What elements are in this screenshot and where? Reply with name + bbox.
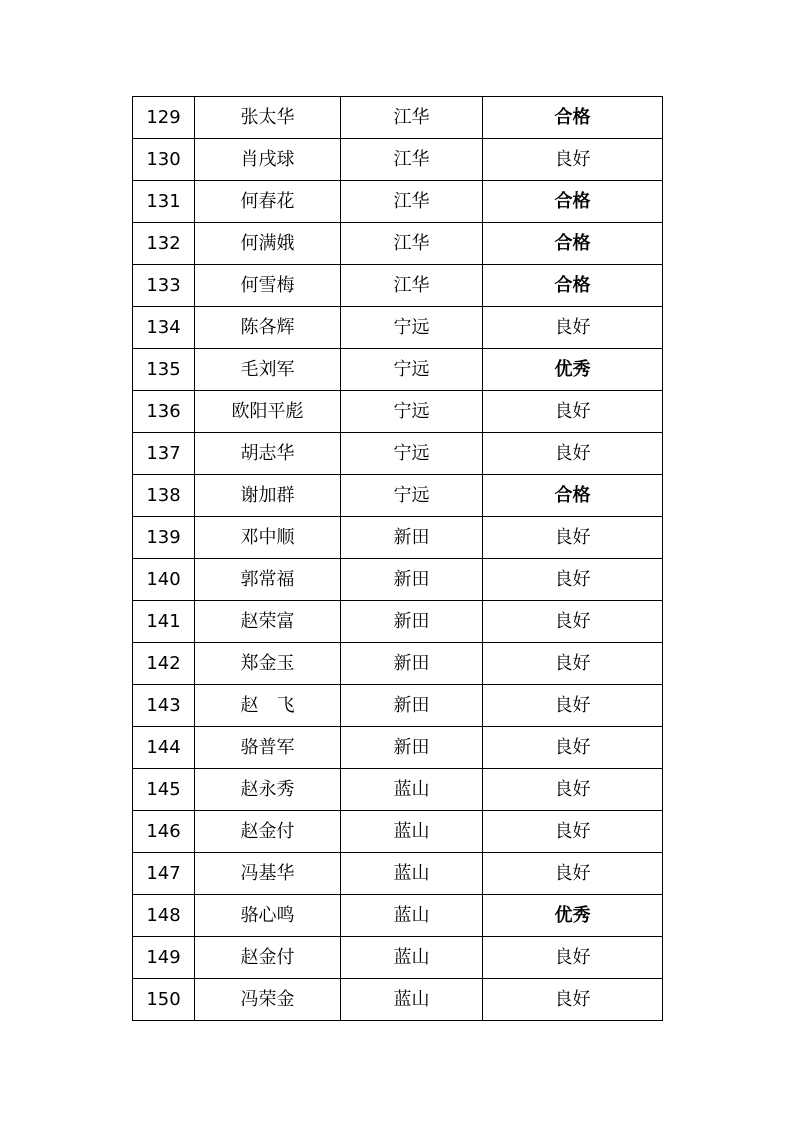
table-row bbox=[133, 139, 663, 181]
table-row bbox=[133, 643, 663, 685]
table-row bbox=[133, 895, 663, 937]
region-cell: 新田 bbox=[341, 685, 483, 727]
table-row bbox=[133, 223, 663, 265]
region-cell: 宁远 bbox=[341, 349, 483, 391]
person-name-cell: 郭常福 bbox=[195, 559, 341, 601]
row-number-cell: 144 bbox=[133, 727, 195, 769]
roster-table bbox=[132, 96, 663, 1021]
region-cell: 宁远 bbox=[341, 475, 483, 517]
row-number-cell: 141 bbox=[133, 601, 195, 643]
person-name-cell: 张太华 bbox=[195, 97, 341, 139]
region-cell: 宁远 bbox=[341, 433, 483, 475]
table-row bbox=[133, 979, 663, 1021]
grade-cell: 优秀 bbox=[483, 895, 663, 937]
region-cell: 蓝山 bbox=[341, 853, 483, 895]
grade-cell: 良好 bbox=[483, 433, 663, 475]
person-name-cell: 骆普军 bbox=[195, 727, 341, 769]
region-cell: 江华 bbox=[341, 139, 483, 181]
person-name-cell: 赵金付 bbox=[195, 811, 341, 853]
person-name-cell: 赵金付 bbox=[195, 937, 341, 979]
table-row bbox=[133, 685, 663, 727]
person-name-cell: 肖戌球 bbox=[195, 139, 341, 181]
grade-cell: 合格 bbox=[483, 181, 663, 223]
row-number-cell: 145 bbox=[133, 769, 195, 811]
table-row bbox=[133, 97, 663, 139]
row-number-cell: 146 bbox=[133, 811, 195, 853]
row-number-cell: 138 bbox=[133, 475, 195, 517]
row-number-cell: 143 bbox=[133, 685, 195, 727]
table-row bbox=[133, 433, 663, 475]
region-cell: 蓝山 bbox=[341, 811, 483, 853]
region-cell: 江华 bbox=[341, 181, 483, 223]
table-row bbox=[133, 727, 663, 769]
region-cell: 新田 bbox=[341, 559, 483, 601]
grade-cell: 良好 bbox=[483, 685, 663, 727]
person-name-cell: 欧阳平彪 bbox=[195, 391, 341, 433]
table-row bbox=[133, 349, 663, 391]
person-name-cell: 骆心鸣 bbox=[195, 895, 341, 937]
row-number-cell: 135 bbox=[133, 349, 195, 391]
grade-cell: 良好 bbox=[483, 811, 663, 853]
person-name-cell: 胡志华 bbox=[195, 433, 341, 475]
row-number-cell: 132 bbox=[133, 223, 195, 265]
region-cell: 新田 bbox=[341, 643, 483, 685]
person-name-cell: 郑金玉 bbox=[195, 643, 341, 685]
person-name-cell: 冯基华 bbox=[195, 853, 341, 895]
grade-cell: 良好 bbox=[483, 517, 663, 559]
grade-cell: 良好 bbox=[483, 979, 663, 1021]
table-row bbox=[133, 181, 663, 223]
region-cell: 新田 bbox=[341, 601, 483, 643]
grade-cell: 合格 bbox=[483, 475, 663, 517]
person-name-cell: 陈各辉 bbox=[195, 307, 341, 349]
person-name-cell: 何春花 bbox=[195, 181, 341, 223]
grade-cell: 合格 bbox=[483, 265, 663, 307]
region-cell: 蓝山 bbox=[341, 769, 483, 811]
row-number-cell: 149 bbox=[133, 937, 195, 979]
table-row bbox=[133, 559, 663, 601]
table-row bbox=[133, 475, 663, 517]
person-name-cell: 赵永秀 bbox=[195, 769, 341, 811]
person-name-cell: 毛刘军 bbox=[195, 349, 341, 391]
row-number-cell: 140 bbox=[133, 559, 195, 601]
person-name-cell: 何满娥 bbox=[195, 223, 341, 265]
grade-cell: 合格 bbox=[483, 223, 663, 265]
grade-cell: 良好 bbox=[483, 559, 663, 601]
region-cell: 江华 bbox=[341, 265, 483, 307]
row-number-cell: 148 bbox=[133, 895, 195, 937]
table-row bbox=[133, 517, 663, 559]
grade-cell: 合格 bbox=[483, 97, 663, 139]
grade-cell: 良好 bbox=[483, 727, 663, 769]
grade-cell: 良好 bbox=[483, 769, 663, 811]
person-name-cell: 何雪梅 bbox=[195, 265, 341, 307]
person-name-cell: 邓中顺 bbox=[195, 517, 341, 559]
person-name-cell: 赵 飞 bbox=[195, 685, 341, 727]
row-number-cell: 131 bbox=[133, 181, 195, 223]
region-cell: 江华 bbox=[341, 223, 483, 265]
region-cell: 宁远 bbox=[341, 307, 483, 349]
grade-cell: 良好 bbox=[483, 937, 663, 979]
region-cell: 新田 bbox=[341, 727, 483, 769]
person-name-cell: 赵荣富 bbox=[195, 601, 341, 643]
row-number-cell: 133 bbox=[133, 265, 195, 307]
row-number-cell: 137 bbox=[133, 433, 195, 475]
person-name-cell: 冯荣金 bbox=[195, 979, 341, 1021]
row-number-cell: 134 bbox=[133, 307, 195, 349]
grade-cell: 良好 bbox=[483, 391, 663, 433]
grade-cell: 良好 bbox=[483, 139, 663, 181]
region-cell: 蓝山 bbox=[341, 979, 483, 1021]
table-row bbox=[133, 391, 663, 433]
row-number-cell: 136 bbox=[133, 391, 195, 433]
row-number-cell: 139 bbox=[133, 517, 195, 559]
grade-cell: 良好 bbox=[483, 853, 663, 895]
person-name-cell: 谢加群 bbox=[195, 475, 341, 517]
row-number-cell: 130 bbox=[133, 139, 195, 181]
region-cell: 江华 bbox=[341, 97, 483, 139]
grade-cell: 良好 bbox=[483, 307, 663, 349]
table-row bbox=[133, 769, 663, 811]
table-row bbox=[133, 601, 663, 643]
table-row bbox=[133, 265, 663, 307]
row-number-cell: 142 bbox=[133, 643, 195, 685]
region-cell: 新田 bbox=[341, 517, 483, 559]
region-cell: 蓝山 bbox=[341, 895, 483, 937]
row-number-cell: 129 bbox=[133, 97, 195, 139]
roster-table-body bbox=[133, 97, 663, 1021]
table-row bbox=[133, 811, 663, 853]
row-number-cell: 150 bbox=[133, 979, 195, 1021]
table-row bbox=[133, 307, 663, 349]
region-cell: 蓝山 bbox=[341, 937, 483, 979]
table-row bbox=[133, 937, 663, 979]
grade-cell: 优秀 bbox=[483, 349, 663, 391]
table-row bbox=[133, 853, 663, 895]
grade-cell: 良好 bbox=[483, 643, 663, 685]
row-number-cell: 147 bbox=[133, 853, 195, 895]
region-cell: 宁远 bbox=[341, 391, 483, 433]
grade-cell: 良好 bbox=[483, 601, 663, 643]
